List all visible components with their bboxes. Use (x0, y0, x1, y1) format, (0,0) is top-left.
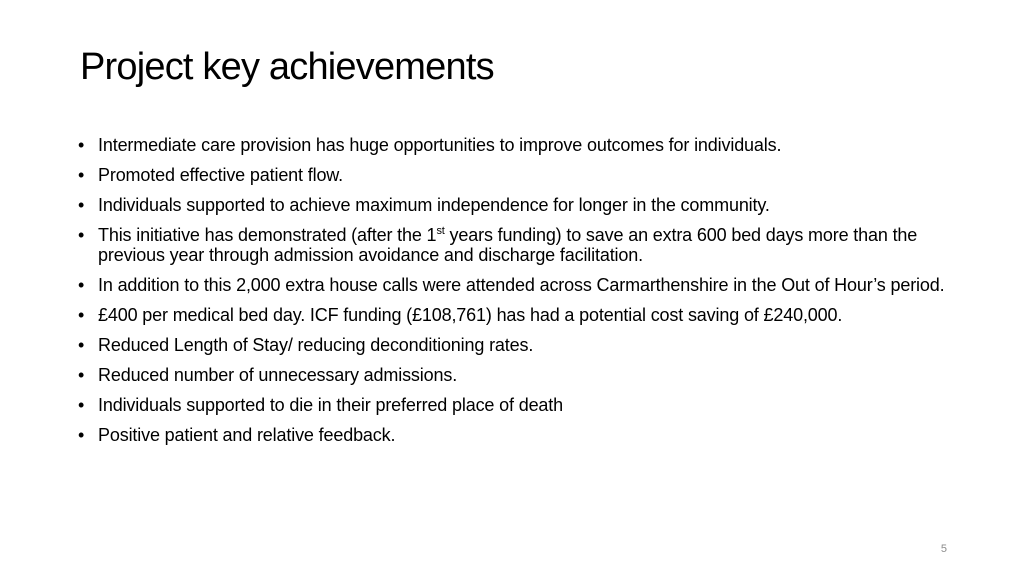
bullet-marker: • (78, 195, 85, 215)
bullet-marker: • (78, 165, 85, 185)
bullet-item (78, 335, 958, 355)
bullet-marker: • (78, 135, 85, 155)
bullet-item (78, 165, 958, 185)
bullet-item (78, 275, 958, 295)
bullet-marker: • (78, 425, 85, 445)
bullet-marker: • (78, 225, 85, 245)
bullet-item (78, 365, 958, 385)
bullet-item (78, 395, 958, 415)
bullet-marker: • (78, 365, 85, 385)
ordinal-superscript: st (436, 225, 445, 237)
bullet-text-part: This initiative has demonstrated (after the 1 (98, 225, 437, 245)
bullet-text: In addition to this 2,000 extra house calls were attended across Carmarthenshire in the Out of Hour’s period. (98, 275, 945, 295)
bullet-text: Positive patient and relative feedback. (98, 425, 396, 445)
bullet-marker: • (78, 275, 85, 295)
bullet-text: Reduced number of unnecessary admissions. (98, 365, 458, 385)
bullet-text: £400 per medical bed day. ICF funding (£108,761) has had a potential cost saving of £240,000. (98, 305, 843, 325)
bullet-text: Intermediate care provision has huge opportunities to improve outcomes for individuals. (98, 135, 782, 155)
slide-title: Project key achievements (80, 46, 494, 88)
bullet-item (78, 305, 958, 325)
bullet-marker: • (78, 395, 85, 415)
bullet-item (78, 195, 958, 215)
bullet-item (78, 425, 958, 445)
bullet-marker: • (78, 305, 85, 325)
bullet-marker: • (78, 335, 85, 355)
bullet-item (78, 225, 958, 265)
bullet-list (78, 135, 958, 455)
bullet-text-part: years funding) to save an extra 600 bed days more than the previous year through admission avoidance and discharge facilitation. (98, 225, 918, 265)
bullet-item (78, 135, 958, 155)
bullet-text: Promoted effective patient flow. (98, 165, 344, 185)
bullet-text: Individuals supported to die in their preferred place of death (98, 395, 564, 415)
page-number: 5 (940, 543, 947, 555)
bullet-text: Individuals supported to achieve maximum independence for longer in the community. (98, 195, 770, 215)
bullet-text (98, 225, 917, 265)
bullet-text: Reduced Length of Stay/ reducing deconditioning rates. (98, 335, 534, 355)
